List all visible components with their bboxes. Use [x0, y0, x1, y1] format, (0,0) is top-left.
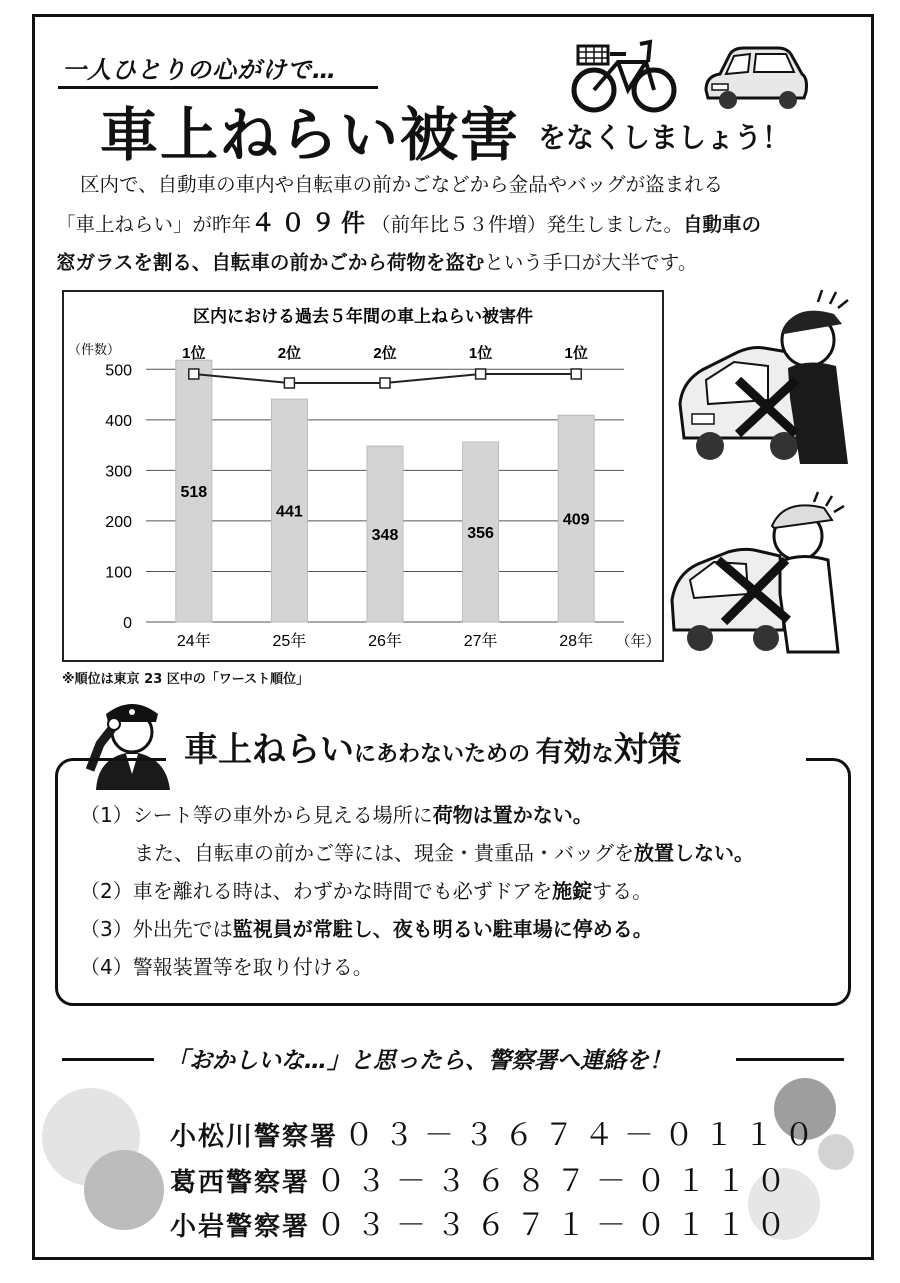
intro-line-1: 区内で、自動車の車内や自転車の前かごなどから金品やバッグが盗まれる: [80, 173, 724, 196]
bicycle-icon: [570, 32, 680, 114]
measures-title-part: な: [591, 742, 614, 767]
list-item: [80, 872, 754, 910]
x-tick-label: 27年: [463, 633, 498, 650]
station-phone: ０３－３６７１－０１１０: [316, 1208, 797, 1243]
item-text: 車を離れる時は、わずかな時間でも必ずドアを: [132, 879, 553, 903]
x-tick-label: 28年: [559, 633, 594, 650]
station-phone: ０３－３６８７－０１１０: [316, 1164, 797, 1199]
y-axis-label: （件数）: [68, 342, 121, 357]
intro-emphasis: 自動車の: [683, 213, 762, 236]
y-tick-label: 100: [105, 564, 132, 582]
item-number: （2）: [80, 879, 133, 903]
list-item: [80, 796, 754, 834]
bar-chart: [64, 292, 662, 660]
y-tick-label: 400: [105, 412, 132, 430]
measures-title-part: 有効: [535, 735, 592, 768]
page-title-tail: をなくしましょう！: [538, 121, 791, 154]
data-label: 348: [371, 527, 399, 545]
thief-basket-icon: [668, 490, 858, 660]
divider: [736, 1058, 844, 1061]
intro-line-3: [56, 244, 856, 282]
intro-line-2: [56, 204, 856, 244]
station-phone: ０３－３６７４－０１１０: [344, 1118, 825, 1153]
thief-car-window-icon: [672, 288, 858, 476]
incident-count: ４０９件: [251, 209, 372, 237]
item-text: 外出先では: [132, 917, 233, 941]
y-tick-label: 500: [105, 362, 132, 380]
rank-marker: [571, 369, 581, 379]
measures-title-part: 対策: [613, 730, 682, 770]
item-emphasis: 荷物は置かない。: [432, 803, 593, 827]
measures-title-part: にあわないための: [354, 742, 531, 767]
station-name: 葛西警察署: [170, 1168, 311, 1198]
intro-text-part: 「車上ねらい」が昨年: [56, 213, 252, 236]
intro-text-part: （前年比５３件増）発生しました。: [371, 213, 684, 236]
divider: [62, 1058, 154, 1061]
rank-label: 1位: [564, 345, 588, 362]
item-text: 警報装置等を取り付ける。: [132, 955, 373, 979]
x-axis-label: （年）: [615, 633, 661, 650]
intro-text: [56, 166, 856, 282]
station-row: [170, 1110, 824, 1154]
data-label: 441: [276, 503, 303, 521]
intro-emphasis: 窓ガラスを割る、自転車の前かごから荷物を盗む: [56, 251, 485, 274]
contact-title: 「おかしいな…」と思ったら、警察署へ連絡を！: [166, 1048, 672, 1074]
item-emphasis: 放置しない。: [634, 841, 754, 865]
station-name: 小岩警察署: [170, 1212, 311, 1242]
station-row: [170, 1156, 796, 1200]
item-number: （1）: [80, 803, 133, 827]
intro-text-part: という手口が大半です。: [484, 251, 698, 274]
item-number: （3）: [80, 917, 133, 941]
rank-label: 2位: [277, 345, 302, 362]
chart-panel: [62, 290, 664, 662]
data-label: 518: [180, 484, 208, 502]
rank-marker: [476, 369, 486, 379]
rank-label: 1位: [468, 345, 493, 362]
list-item: [80, 834, 754, 872]
item-text: また、自転車の前かご等には、現金・貴重品・バッグを: [134, 841, 634, 865]
chart-footnote: ※順位は東京 23 区中の「ワースト順位」: [62, 672, 310, 687]
station-row: [170, 1200, 796, 1244]
measures-list: [80, 796, 754, 986]
measures-title: [184, 722, 682, 771]
decorative-circle: [84, 1150, 164, 1230]
x-tick-label: 26年: [368, 633, 402, 650]
page-title: 車上ねらい被害: [100, 101, 521, 169]
y-tick-label: 300: [105, 463, 132, 481]
station-name: 小松川警察署: [170, 1122, 339, 1152]
chart-title: 区内における過去５年間の車上ねらい被害件: [193, 307, 533, 326]
y-tick-label: 200: [105, 513, 132, 531]
data-label: 409: [562, 511, 590, 529]
car-icon: [700, 40, 810, 112]
rank-marker: [189, 369, 199, 379]
subtitle: 一人ひとりの心がけで…: [62, 56, 337, 84]
rank-label: 2位: [373, 345, 397, 362]
y-tick-label: 0: [123, 615, 132, 632]
list-item: [80, 910, 754, 948]
item-emphasis: 施錠: [552, 879, 593, 903]
item-number: （4）: [80, 955, 133, 979]
x-tick-label: 25年: [272, 633, 307, 650]
item-emphasis: 監視員が常駐し、夜も明るい駐車場に停める。: [232, 917, 653, 941]
x-tick-label: 24年: [176, 633, 211, 650]
measures-title-part: 車上ねらい: [184, 730, 354, 770]
data-label: 356: [467, 525, 494, 543]
item-text: する。: [592, 879, 653, 903]
rank-marker: [284, 378, 294, 388]
rank-label: 1位: [182, 345, 206, 362]
rank-marker: [380, 378, 390, 388]
list-item: [80, 948, 754, 986]
item-text: シート等の車外から見える場所に: [132, 803, 433, 827]
